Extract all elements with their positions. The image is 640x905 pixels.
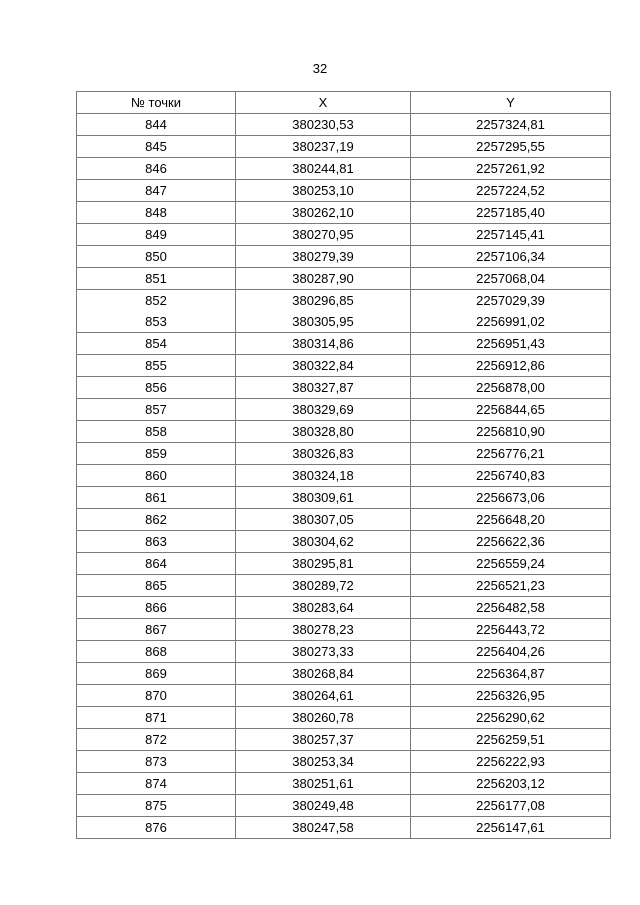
cell-point-number: 867 xyxy=(77,619,236,641)
cell-y: 2256878,00 xyxy=(411,377,611,399)
cell-point-number: 846 xyxy=(77,158,236,180)
cell-point-number: 871 xyxy=(77,707,236,729)
cell-x: 380244,81 xyxy=(236,158,411,180)
cell-y: 2257029,39 xyxy=(411,290,611,312)
cell-x: 380295,81 xyxy=(236,553,411,575)
cell-x: 380309,61 xyxy=(236,487,411,509)
cell-x: 380324,18 xyxy=(236,465,411,487)
cell-point-number: 876 xyxy=(77,817,236,839)
cell-y: 2256443,72 xyxy=(411,619,611,641)
table-row xyxy=(77,663,611,685)
cell-point-number: 863 xyxy=(77,531,236,553)
cell-y: 2256222,93 xyxy=(411,751,611,773)
table-row xyxy=(77,487,611,509)
cell-point-number: 850 xyxy=(77,246,236,268)
cell-point-number: 856 xyxy=(77,377,236,399)
cell-y: 2257295,55 xyxy=(411,136,611,158)
table-row xyxy=(77,290,611,312)
cell-y: 2257224,52 xyxy=(411,180,611,202)
cell-point-number: 866 xyxy=(77,597,236,619)
cell-x: 380278,23 xyxy=(236,619,411,641)
cell-y: 2256290,62 xyxy=(411,707,611,729)
cell-x: 380260,78 xyxy=(236,707,411,729)
table-row xyxy=(77,553,611,575)
table-row xyxy=(77,333,611,355)
table-row xyxy=(77,180,611,202)
cell-y: 2257185,40 xyxy=(411,202,611,224)
cell-y: 2256951,43 xyxy=(411,333,611,355)
table-row xyxy=(77,751,611,773)
cell-x: 380230,53 xyxy=(236,114,411,136)
cell-x: 380262,10 xyxy=(236,202,411,224)
column-header-point-number: № точки xyxy=(77,92,236,114)
cell-point-number: 857 xyxy=(77,399,236,421)
column-header-x: X xyxy=(236,92,411,114)
table-row xyxy=(77,773,611,795)
cell-point-number: 862 xyxy=(77,509,236,531)
table-row xyxy=(77,377,611,399)
table-row xyxy=(77,224,611,246)
table-body xyxy=(77,114,611,839)
cell-point-number: 868 xyxy=(77,641,236,663)
coordinates-table xyxy=(76,91,611,839)
cell-point-number: 844 xyxy=(77,114,236,136)
cell-point-number: 860 xyxy=(77,465,236,487)
table-row xyxy=(77,619,611,641)
cell-x: 380305,95 xyxy=(236,311,411,333)
table-row xyxy=(77,641,611,663)
cell-x: 380257,37 xyxy=(236,729,411,751)
cell-y: 2257261,92 xyxy=(411,158,611,180)
cell-x: 380253,10 xyxy=(236,180,411,202)
table-row xyxy=(77,509,611,531)
cell-x: 380296,85 xyxy=(236,290,411,312)
table-row xyxy=(77,421,611,443)
cell-y: 2256259,51 xyxy=(411,729,611,751)
cell-y: 2256622,36 xyxy=(411,531,611,553)
cell-y: 2256404,26 xyxy=(411,641,611,663)
cell-x: 380287,90 xyxy=(236,268,411,290)
cell-y: 2256203,12 xyxy=(411,773,611,795)
cell-y: 2256559,24 xyxy=(411,553,611,575)
cell-y: 2256177,08 xyxy=(411,795,611,817)
cell-x: 380279,39 xyxy=(236,246,411,268)
cell-x: 380328,80 xyxy=(236,421,411,443)
cell-x: 380307,05 xyxy=(236,509,411,531)
cell-x: 380268,84 xyxy=(236,663,411,685)
cell-x: 380273,33 xyxy=(236,641,411,663)
table-row xyxy=(77,729,611,751)
cell-y: 2257145,41 xyxy=(411,224,611,246)
cell-point-number: 874 xyxy=(77,773,236,795)
cell-y: 2256810,90 xyxy=(411,421,611,443)
cell-x: 380270,95 xyxy=(236,224,411,246)
table-row xyxy=(77,136,611,158)
table-row xyxy=(77,158,611,180)
table-row xyxy=(77,399,611,421)
cell-point-number: 865 xyxy=(77,575,236,597)
table-header-row xyxy=(77,92,611,114)
cell-x: 380283,64 xyxy=(236,597,411,619)
cell-y: 2256776,21 xyxy=(411,443,611,465)
cell-point-number: 875 xyxy=(77,795,236,817)
table-row xyxy=(77,685,611,707)
table-row xyxy=(77,795,611,817)
cell-y: 2256648,20 xyxy=(411,509,611,531)
table-row xyxy=(77,575,611,597)
cell-x: 380264,61 xyxy=(236,685,411,707)
cell-x: 380327,87 xyxy=(236,377,411,399)
table-row xyxy=(77,202,611,224)
table-row xyxy=(77,114,611,136)
table-row xyxy=(77,355,611,377)
table-row xyxy=(77,465,611,487)
cell-x: 380251,61 xyxy=(236,773,411,795)
cell-x: 380289,72 xyxy=(236,575,411,597)
table-row xyxy=(77,268,611,290)
table-row xyxy=(77,246,611,268)
cell-point-number: 861 xyxy=(77,487,236,509)
cell-x: 380237,19 xyxy=(236,136,411,158)
cell-y: 2256364,87 xyxy=(411,663,611,685)
cell-y: 2256326,95 xyxy=(411,685,611,707)
cell-y: 2256673,06 xyxy=(411,487,611,509)
cell-y: 2256147,61 xyxy=(411,817,611,839)
cell-y: 2257324,81 xyxy=(411,114,611,136)
cell-point-number: 859 xyxy=(77,443,236,465)
cell-point-number: 853 xyxy=(77,311,236,333)
cell-point-number: 847 xyxy=(77,180,236,202)
table-row xyxy=(77,311,611,333)
cell-y: 2257106,34 xyxy=(411,246,611,268)
table-row xyxy=(77,597,611,619)
cell-point-number: 852 xyxy=(77,290,236,312)
cell-x: 380314,86 xyxy=(236,333,411,355)
cell-point-number: 873 xyxy=(77,751,236,773)
cell-point-number: 872 xyxy=(77,729,236,751)
cell-x: 380326,83 xyxy=(236,443,411,465)
table-row xyxy=(77,707,611,729)
cell-point-number: 848 xyxy=(77,202,236,224)
cell-x: 380249,48 xyxy=(236,795,411,817)
cell-y: 2256482,58 xyxy=(411,597,611,619)
cell-y: 2257068,04 xyxy=(411,268,611,290)
cell-point-number: 869 xyxy=(77,663,236,685)
table-row xyxy=(77,443,611,465)
cell-y: 2256912,86 xyxy=(411,355,611,377)
cell-y: 2256740,83 xyxy=(411,465,611,487)
cell-point-number: 845 xyxy=(77,136,236,158)
cell-x: 380247,58 xyxy=(236,817,411,839)
column-header-y: Y xyxy=(411,92,611,114)
cell-x: 380329,69 xyxy=(236,399,411,421)
cell-x: 380322,84 xyxy=(236,355,411,377)
cell-y: 2256844,65 xyxy=(411,399,611,421)
cell-point-number: 854 xyxy=(77,333,236,355)
cell-y: 2256991,02 xyxy=(411,311,611,333)
cell-x: 380304,62 xyxy=(236,531,411,553)
cell-y: 2256521,23 xyxy=(411,575,611,597)
cell-point-number: 849 xyxy=(77,224,236,246)
cell-point-number: 855 xyxy=(77,355,236,377)
cell-x: 380253,34 xyxy=(236,751,411,773)
cell-point-number: 870 xyxy=(77,685,236,707)
cell-point-number: 864 xyxy=(77,553,236,575)
cell-point-number: 858 xyxy=(77,421,236,443)
table-row xyxy=(77,531,611,553)
table-row xyxy=(77,817,611,839)
page-number: 32 xyxy=(312,61,328,76)
cell-point-number: 851 xyxy=(77,268,236,290)
